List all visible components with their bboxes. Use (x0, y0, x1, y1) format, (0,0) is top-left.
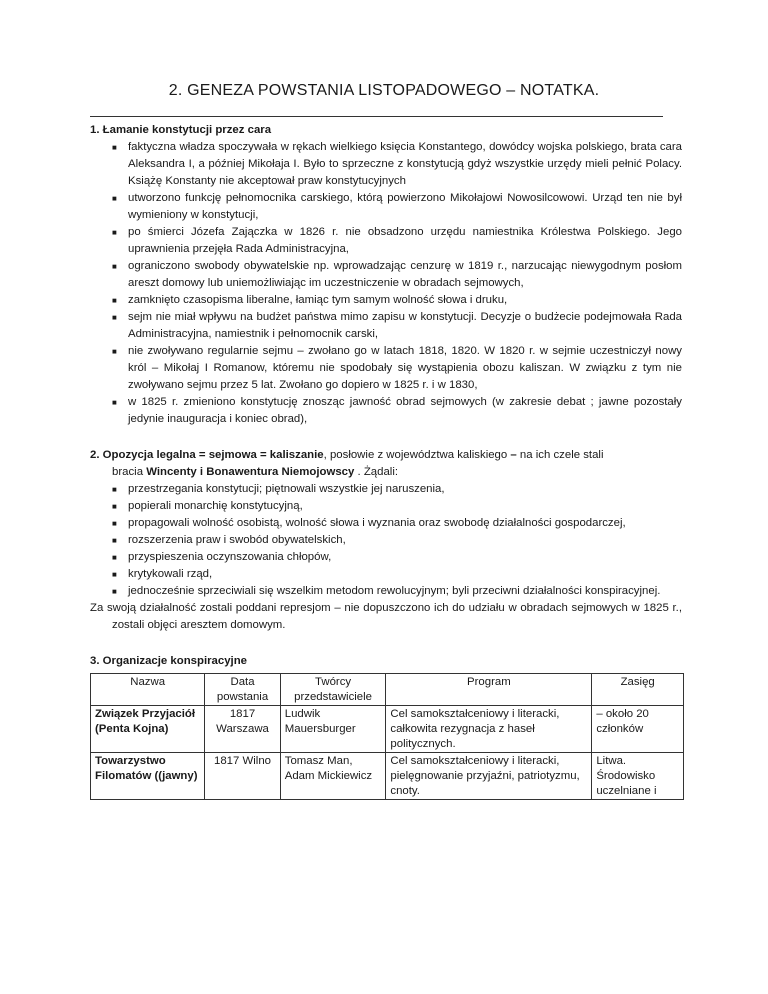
square-bullet-icon: ■ (112, 502, 117, 511)
section-2-heading: 2. Opozycja legalna = sejmowa = kaliszanie (90, 449, 324, 461)
square-bullet-icon: ■ (112, 570, 117, 579)
cell-name: Towarzystwo Filomatów ((jawny) (91, 753, 205, 800)
column-header-founders: Twórcy przedstawiciele (280, 674, 386, 706)
list-item: ■ nie zwoływano regularnie sejmu – zwołano go w latach 1818, 1820. W 1820 r. w sejmie uczestniczył nowy król – Mikołaj I Romanow, któremu nie spodobały się wystąpienia obozu kaliszan. W związku z tym nie zwoływano sejmu przez 5 lat. Zwołano go dopiero w 1825 r. i w 1830, (112, 345, 682, 391)
list-item: ■ propagowali wolność osobistą, wolność słowa i wyznania oraz swobodę działalności gospodarczej, (90, 515, 682, 532)
list-item: ■ zamknięto czasopisma liberalne, łamiąc tym samym wolność słowa i druku, (90, 292, 682, 309)
section-2-list (90, 481, 682, 600)
list-item: ■ faktyczna władza spoczywała w rękach wielkiego księcia Konstantego, dowódcy wojska polskiego, brata cara Aleksandra I, a później Mikołaja I. Było to sprzeczne z konstytucją gdyż wszystkie urzędy mieli pełnić Polacy. Książę Konstanty nie akceptował praw konstytucyjnych (112, 141, 682, 187)
square-bullet-icon: ■ (112, 485, 117, 494)
square-bullet-icon: ■ (112, 143, 117, 152)
table-header-row (91, 674, 684, 706)
section-2-closing: Za swoją działalność zostali poddani represjom – nie dopuszczono ich do udziału w obradach sejmowych w 1825 r., zostali objęci aresztem domowym. (90, 602, 682, 631)
square-bullet-icon: ■ (112, 347, 117, 356)
square-bullet-icon: ■ (112, 194, 117, 203)
list-item: ■ przestrzegania konstytucji; piętnowali wszystkie jej naruszenia, (90, 481, 682, 498)
cell-program: Cel samokształceniowy i literacki, pielęgnowanie przyjaźni, patriotyzmu, cnoty. (386, 753, 592, 800)
cell-date: 1817 Warszawa (205, 706, 280, 753)
list-item: ■ rozszerzenia praw i swobód obywatelskich, (90, 532, 682, 549)
section-2-leaders: bracia Wincenty i Bonawentura Niemojowscy . Żądali: (112, 466, 399, 478)
list-item: ■ przyspieszenia oczynszowania chłopów, (90, 549, 682, 566)
cell-founders: Ludwik Mauersburger (280, 706, 386, 753)
cell-program: Cel samokształceniowy i literacki, całkowita rezygnacja z haseł politycznych. (386, 706, 592, 753)
list-item: ■ po śmierci Józefa Zajączka w 1826 r. nie obsadzono urzędu namiestnika Królestwa Polskiego. Jego uprawnienia przejęła Rada Administracyjna, (112, 226, 682, 255)
cell-founders: Tomasz Man, Adam Mickiewicz (280, 753, 386, 800)
cell-name: Związek Przyjaciół (Penta Kojna) (91, 706, 205, 753)
table-row (91, 706, 684, 753)
cell-date: 1817 Wilno (205, 753, 280, 800)
table-row (91, 753, 684, 800)
conspiracy-table (90, 673, 684, 800)
cell-range: – około 20 członków (592, 706, 684, 753)
section-1-list (90, 139, 682, 428)
square-bullet-icon: ■ (112, 519, 117, 528)
square-bullet-icon: ■ (112, 228, 117, 237)
list-item: ■ jednocześnie sprzeciwiali się wszelkim metodom rewolucyjnym; byli przeciwni działalności konspiracyjnej. (90, 583, 682, 600)
square-bullet-icon: ■ (112, 553, 117, 562)
section-2-intro: 2. Opozycja legalna = sejmowa = kaliszanie, posłowie z województwa kaliskiego – na ich czele stali (90, 449, 604, 461)
square-bullet-icon: ■ (112, 313, 117, 322)
section-1-heading: 1. Łamanie konstytucji przez cara (90, 124, 272, 136)
column-header-range: Zasięg (592, 674, 684, 706)
cell-range: Litwa. Środowisko uczelniane i (592, 753, 684, 800)
list-item: ■ w 1825 r. zmieniono konstytucję znosząc jawność obrad sejmowych (w zakresie debat ; jawne pozostały jedynie inauguracja i koniec obrad), (112, 396, 682, 425)
list-item: ■ krytykowali rząd, (90, 566, 682, 583)
section-3-heading: 3. Organizacje konspiracyjne (90, 655, 248, 667)
document-title: 2. GENEZA POWSTANIA LISTOPADOWEGO – NOTATKA. (168, 82, 600, 99)
column-header-date: Data powstania (205, 674, 280, 706)
document-body (90, 122, 682, 800)
list-item: ■ sejm nie miał wpływu na budżet państwa mimo zapisu w konstytucji. Decyzje o budżecie podejmowała Rada Administracyjna, namiestnik i pełnomocnik carski, (112, 311, 682, 340)
square-bullet-icon: ■ (112, 296, 117, 305)
column-header-name: Nazwa (91, 674, 205, 706)
square-bullet-icon: ■ (112, 536, 117, 545)
list-item: ■ ograniczono swobody obywatelskie np. wprowadzając cenzurę w 1819 r., narzucając niewygodnym posłom areszt domowy lub uniemożliwiając im uczestniczenie w obradach sejmowych, (112, 260, 682, 289)
square-bullet-icon: ■ (112, 398, 117, 407)
list-item: ■ utworzono funkcję pełnomocnika carskiego, którą powierzono Mikołajowi Nowosilcowowi. Urząd ten nie był wymieniony w konstytucji, (112, 192, 682, 221)
list-item: ■ popierali monarchię konstytucyjną, (90, 498, 682, 515)
column-header-program: Program (386, 674, 592, 706)
square-bullet-icon: ■ (112, 587, 117, 596)
square-bullet-icon: ■ (112, 262, 117, 271)
title-underline (90, 116, 663, 117)
